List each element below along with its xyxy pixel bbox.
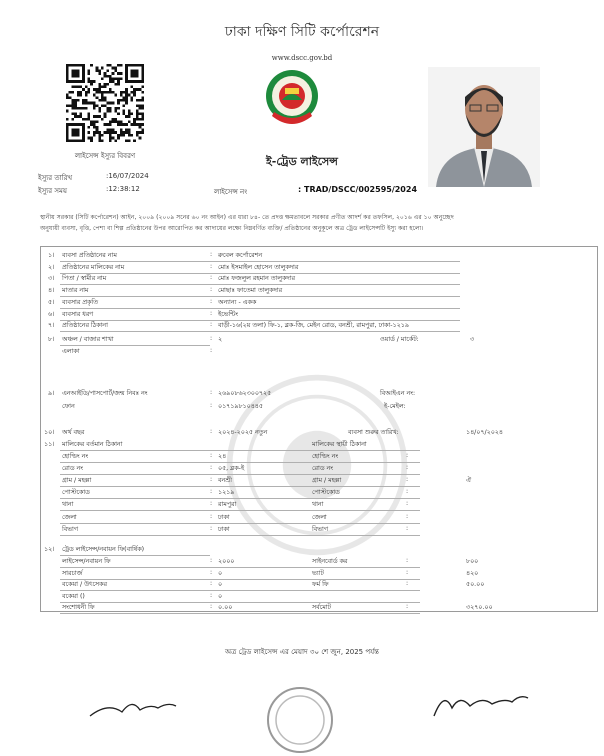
field-value: ০৫, ব্লক-ই xyxy=(218,465,245,473)
row-separator xyxy=(60,345,210,346)
field-value: ০ xyxy=(218,581,223,588)
colon: : xyxy=(406,464,409,472)
qr-caption: লাইসেন্স ইস্যুর বিবরণ xyxy=(74,152,136,160)
field-label: সাইনবোর্ড কর xyxy=(312,558,348,565)
field-label: সারচার্জ xyxy=(62,569,83,577)
row-number: ২। xyxy=(48,263,55,271)
colon: : xyxy=(406,512,409,520)
colon: : xyxy=(406,557,409,564)
field-value: ৪২০ xyxy=(466,569,479,577)
colon: : xyxy=(210,476,213,484)
row-number: ৫। xyxy=(48,298,55,306)
issue-date-value: :16/07/2024 xyxy=(106,172,149,180)
field-label: জেলা xyxy=(62,513,77,521)
field-value: ০ xyxy=(218,569,223,577)
field-label: থানা xyxy=(62,501,74,509)
field-value: ৫০.০০ xyxy=(466,581,485,588)
field-value: রুবেল কর্পোরেশন xyxy=(218,252,263,259)
issue-time-value: :12:38:12 xyxy=(106,185,140,193)
document-title: ই-ট্রেড লাইসেন্স xyxy=(266,155,338,168)
license-label: লাইসেন্স নং xyxy=(214,188,248,196)
row-separator xyxy=(60,555,210,556)
field-value: ২৪ xyxy=(218,453,227,460)
colon: : xyxy=(210,297,213,305)
colon: : xyxy=(210,500,213,508)
field-label: ব্যবসা শুরুর তারিখ: xyxy=(348,429,399,436)
field-label: ব্যবসার প্রকৃতি xyxy=(62,298,98,306)
row-number: ১০। xyxy=(44,429,55,436)
colon: : xyxy=(210,557,213,564)
row-separator xyxy=(60,308,460,309)
row-separator xyxy=(60,523,420,524)
field-value: ২ xyxy=(218,336,223,343)
intro-line: স্থানীয় সরকার (সিটি কর্পোরেশন) আইন, ২০০৯ (২০০৯ সনের ৬০ নং আইন) এর ধারা ৮৪- তে প্রদত্ত ক্ষমতাবলে সরকার প্রণীত আদর্শ কর তফসিল, ২০১৬ এর ১০ অনুচ্ছেদ xyxy=(40,214,454,221)
colon: : xyxy=(210,524,213,532)
row-number: ৩। xyxy=(48,275,55,283)
field-label: অর্থ বছর xyxy=(62,429,85,436)
field-label: ই-মেইল: xyxy=(384,403,406,410)
row-separator xyxy=(60,462,420,463)
field-value: অন্যান্য - একক xyxy=(218,298,257,306)
row-number: ১। xyxy=(48,252,55,259)
field-value: ঢাকা xyxy=(218,513,230,521)
colon: : xyxy=(210,335,213,342)
field-label: পোস্টকোড xyxy=(312,489,340,497)
field-value: মোছাঃ ফাতেমা তালুকদার xyxy=(218,287,283,295)
colon: : xyxy=(210,286,213,294)
website-url[interactable]: www.dscc.gov.bd xyxy=(271,54,333,62)
row-number: ৪। xyxy=(48,287,55,295)
license-number: : TRAD/DSCC/002595/2024 xyxy=(298,185,418,194)
field-label: এনআইডি/পাসপোর্ট/জন্ম নিবঃ নং xyxy=(62,390,148,397)
field-label: বিভাগ xyxy=(62,525,78,533)
colon: : xyxy=(210,568,213,576)
row-number: ৮। xyxy=(48,336,55,343)
colon: : xyxy=(210,428,213,435)
field-value: ৩ xyxy=(470,336,475,343)
signature-right-icon xyxy=(430,688,530,720)
field-label: ব্যবসার ধরণ xyxy=(62,310,94,318)
field-value: ০১৭১৯৮১০৪৪৫ xyxy=(218,403,263,410)
field-value: বাড়ী-১৬(২য় তলা) ফি-১, ব্লক-জি, মেইন রোড, বনশ্রী, রামপুরা, ঢাকা-১২১৯ xyxy=(218,322,409,330)
field-value: মোঃ ফজলুল রহমান তালুকদার xyxy=(218,275,295,283)
colon: : xyxy=(406,488,409,496)
colon: : xyxy=(406,500,409,508)
colon: : xyxy=(210,464,213,472)
row-separator xyxy=(60,510,420,511)
row-number: ৯। xyxy=(48,390,55,397)
issue-time-label: ইস্যুর সময় xyxy=(38,187,68,195)
field-label: ব্যবসা প্রতিষ্ঠানের নাম xyxy=(62,252,117,259)
field-label: ফোন xyxy=(62,403,75,410)
qr-code-icon xyxy=(66,64,144,142)
field-value: ২০২৪-২০২৫ নতুন xyxy=(218,429,268,436)
colon: : xyxy=(210,321,213,329)
field-label: মাতার নাম xyxy=(62,287,89,295)
field-label: পোস্টকোড xyxy=(62,489,90,497)
colon: : xyxy=(210,402,213,409)
field-label: প্রতিষ্ঠানের ঠিকানা xyxy=(62,322,108,330)
field-label: অঞ্চল / বাজার শাখা xyxy=(62,336,114,343)
field-value: ০ xyxy=(218,592,223,600)
field-label: ফর্ম ফি xyxy=(312,581,329,588)
field-label: সর্বমোট xyxy=(312,604,331,611)
field-value: ১৪/০৭/২০২৪ xyxy=(466,429,503,436)
colon: : xyxy=(210,309,213,317)
field-value: ঐ xyxy=(466,477,472,485)
field-label: লাইসেন্স/নবায়ন ফি xyxy=(62,558,111,565)
field-label: বকেয়া () xyxy=(62,592,85,600)
row-separator xyxy=(60,602,420,603)
field-label: থানা xyxy=(312,501,324,509)
signature-left-icon xyxy=(88,694,178,720)
field-label: বকেয়া / উৎসেকর xyxy=(62,581,107,588)
colon: : xyxy=(406,476,409,484)
colon: : xyxy=(210,512,213,520)
field-value: বনশ্রী xyxy=(218,477,232,485)
field-value: রামপুরা xyxy=(218,501,237,509)
field-label: বিআইএন নং: xyxy=(380,390,416,397)
row-number: ১১। xyxy=(44,441,55,448)
field-label: হোল্ডিং নং xyxy=(312,453,339,460)
field-label: হোল্ডিং নং xyxy=(62,453,89,460)
section-header: মালিকের স্থায়ী ঠিকানা xyxy=(312,441,367,448)
field-label: গ্রাম / মহল্লা xyxy=(312,477,342,485)
colon: : xyxy=(210,251,213,258)
field-label: পিতা / স্বামীর নাম xyxy=(62,275,107,283)
colon: : xyxy=(406,603,409,610)
field-label: রোড নং xyxy=(312,465,333,473)
field-value: ঢাকা xyxy=(218,525,230,533)
colon: : xyxy=(210,580,213,587)
row-separator xyxy=(60,579,420,580)
field-label: বিভাগ xyxy=(312,525,328,533)
field-value: মোঃ ইসমাইল হোসেন তালুকদার xyxy=(218,263,299,271)
field-label: প্রতিষ্ঠানের মালিকের নাম xyxy=(62,263,125,271)
intro-text xyxy=(40,212,598,234)
colon: : xyxy=(210,603,213,610)
row-number: ১২। xyxy=(44,546,55,553)
field-label: রোড নং xyxy=(62,465,83,473)
field-label: গ্রাম / মহল্লা xyxy=(62,477,92,485)
row-number: ৭। xyxy=(48,322,55,330)
colon: : xyxy=(210,274,213,282)
row-separator xyxy=(60,535,420,536)
row-separator xyxy=(60,474,420,475)
row-number: ৬। xyxy=(48,310,55,318)
colon: : xyxy=(406,452,409,459)
field-value: ১২১৯ xyxy=(218,489,235,497)
colon: : xyxy=(210,452,213,459)
official-seal-icon xyxy=(264,684,336,756)
row-separator xyxy=(60,486,420,487)
field-value: ০.০০ xyxy=(218,604,233,611)
field-value: ২০০০ xyxy=(218,558,235,565)
colon: : xyxy=(210,389,213,396)
row-separator xyxy=(60,331,460,332)
field-label: জেলা xyxy=(312,513,327,521)
dscc-emblem-icon xyxy=(264,66,320,132)
validity-note: অত্র ট্রেড লাইসেন্স এর মেয়াদ ৩০ শে জুন, 2025 পর্যন্ত xyxy=(225,648,379,656)
field-value: ৮০০ xyxy=(466,558,479,565)
section-header: ট্রেড লাইসেন্স/নবায়ন ফি(বার্ষিক) xyxy=(62,546,145,553)
row-separator xyxy=(60,450,420,451)
colon: : xyxy=(210,591,213,599)
row-separator xyxy=(60,498,420,499)
section-header: মালিকের বর্তমান ঠিকানা xyxy=(62,441,123,448)
field-value: ৩২৭০.০০ xyxy=(466,604,493,611)
field-value: ২৬৯০৮৬২৩০০৭২৫ xyxy=(218,390,272,397)
page-title: ঢাকা দক্ষিণ সিটি কর্পোরেশন xyxy=(224,24,380,40)
field-label: ওয়ার্ড / মার্কেট: xyxy=(380,336,419,343)
intro-line: অনুযায়ী ব্যবসা, বৃত্তি, পেশা বা শিল্প প্রতিষ্ঠানের উপর আরোপিত কর আদায়ের লক্ষ্যে নিম্নবর্ণিত ব্যক্তি/ প্রতিষ্ঠানের অনুকূলে অত্র ট্রেড লাইসেন্সটি ইস্যু করা হলো। xyxy=(40,225,424,232)
field-label: এলাকা xyxy=(62,348,80,355)
issue-date-label: ইস্যুর তারিখ xyxy=(38,174,73,182)
field-label: সংশোধনী ফি xyxy=(62,604,95,611)
row-separator xyxy=(60,296,460,297)
colon: : xyxy=(406,568,409,576)
colon: : xyxy=(210,347,213,354)
row-separator xyxy=(60,590,420,591)
colon: : xyxy=(406,580,409,587)
field-value: ইভেন্টিং xyxy=(218,310,238,318)
colon: : xyxy=(210,488,213,496)
colon: : xyxy=(406,524,409,532)
field-label: ভ্যাট xyxy=(312,569,324,577)
row-separator xyxy=(60,613,420,614)
row-separator xyxy=(60,567,420,568)
colon: : xyxy=(210,262,213,270)
